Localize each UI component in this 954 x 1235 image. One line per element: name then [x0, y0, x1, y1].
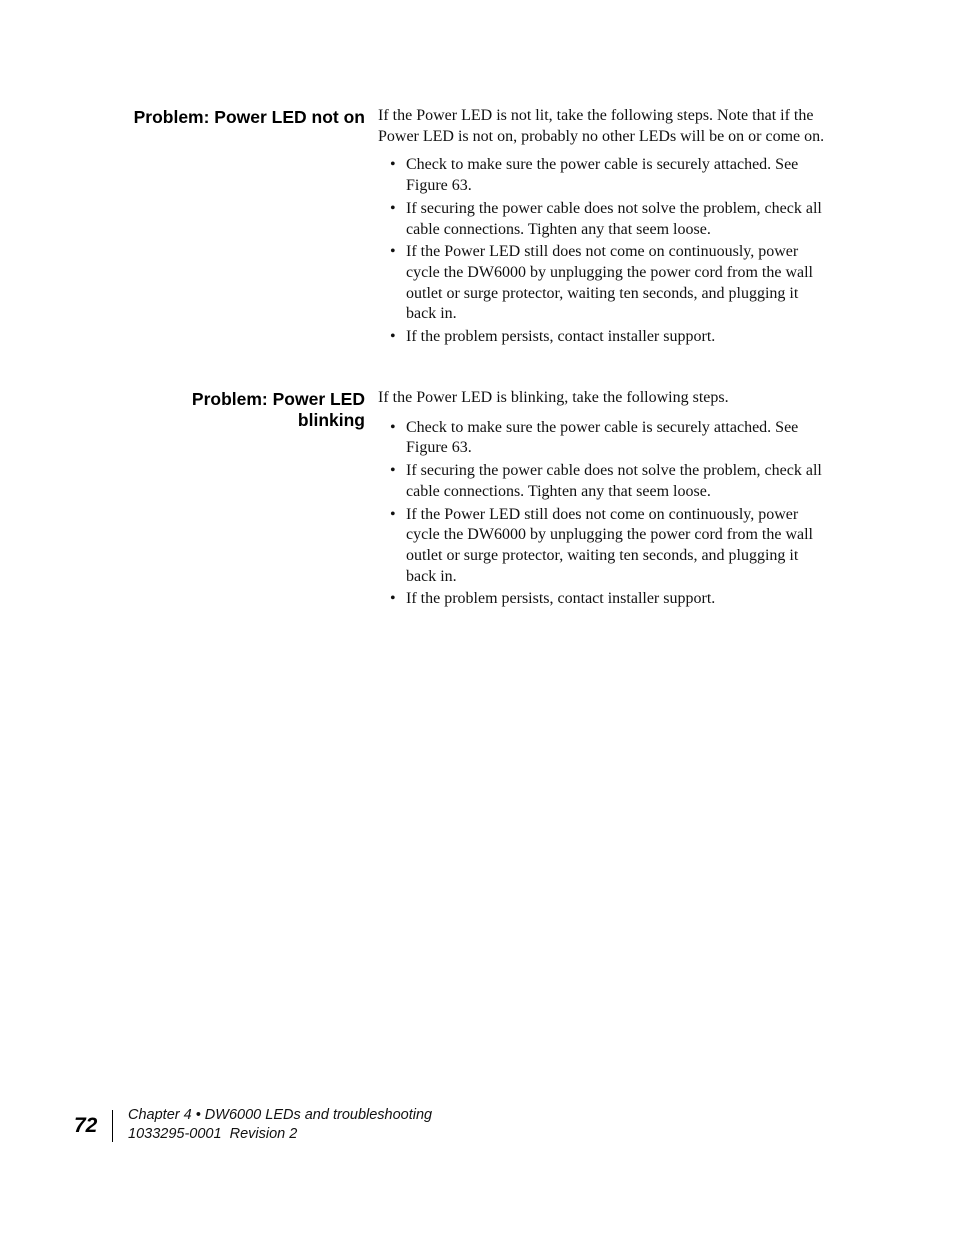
list-item: [378, 505, 828, 588]
bullet-icon: •: [390, 156, 396, 174]
heading-line-1: Problem: Power LED: [191, 389, 365, 409]
list-item-text: If securing the power cable does not solve the problem, check all cable connections. Tighten any that seem loose.: [406, 462, 822, 500]
list-item: [378, 327, 828, 348]
bullet-icon: •: [390, 243, 396, 261]
footer-divider: [112, 1110, 113, 1142]
list-item-text: Check to make sure the power cable is securely attached. See Figure 63.: [406, 418, 799, 457]
page-number: 72: [74, 1114, 98, 1137]
bullet-list: [378, 418, 828, 610]
section-body: [378, 106, 828, 350]
list-item: [378, 155, 828, 196]
bullet-icon: •: [390, 590, 396, 608]
list-item: [378, 589, 828, 610]
heading-text: Problem: Power LED not on: [133, 107, 365, 127]
list-item: [378, 461, 828, 502]
bullet-icon: •: [390, 418, 396, 436]
list-item: [378, 418, 828, 459]
list-item: [378, 242, 828, 325]
intro-paragraph: If the Power LED is blinking, take the following steps.: [378, 389, 729, 406]
footer-info: [128, 1106, 432, 1144]
list-item-text: If securing the power cable does not solve the problem, check all cable connections. Tighten any that seem loose.: [406, 199, 822, 238]
list-item-text: If the problem persists, contact installer support.: [406, 328, 716, 346]
list-item: [378, 199, 828, 240]
heading-line-2: blinking: [297, 410, 365, 430]
list-item-text: Check to make sure the power cable is securely attached. See Figure 63.: [406, 156, 799, 195]
section-body: [378, 388, 828, 612]
footer-chapter: Chapter 4 • DW6000 LEDs and troubleshooting: [128, 1107, 433, 1123]
section-heading: [105, 389, 365, 431]
bullet-icon: •: [390, 328, 396, 346]
intro-paragraph: If the Power LED is not lit, take the following steps. Note that if the Power LED is not on, probably no other LEDs will be on or come on.: [378, 107, 825, 145]
list-item-text: If the Power LED still does not come on continuously, power cycle the DW6000 by unplugging the power cord from the wall outlet or surge protector, waiting ten seconds, and plugging it back in.: [406, 505, 813, 585]
list-item-text: If the problem persists, contact installer support.: [406, 590, 716, 608]
footer-doc-id: 1033295-0001 Revision 2: [128, 1126, 298, 1142]
bullet-icon: •: [390, 505, 396, 523]
bullet-icon: •: [390, 199, 396, 217]
list-item-text: If the Power LED still does not come on continuously, power cycle the DW6000 by unplugging the power cord from the wall outlet or surge protector, waiting ten seconds, and plugging it back in.: [406, 243, 813, 323]
section-heading: [105, 107, 365, 128]
bullet-list: [378, 155, 828, 347]
bullet-icon: •: [390, 462, 396, 480]
